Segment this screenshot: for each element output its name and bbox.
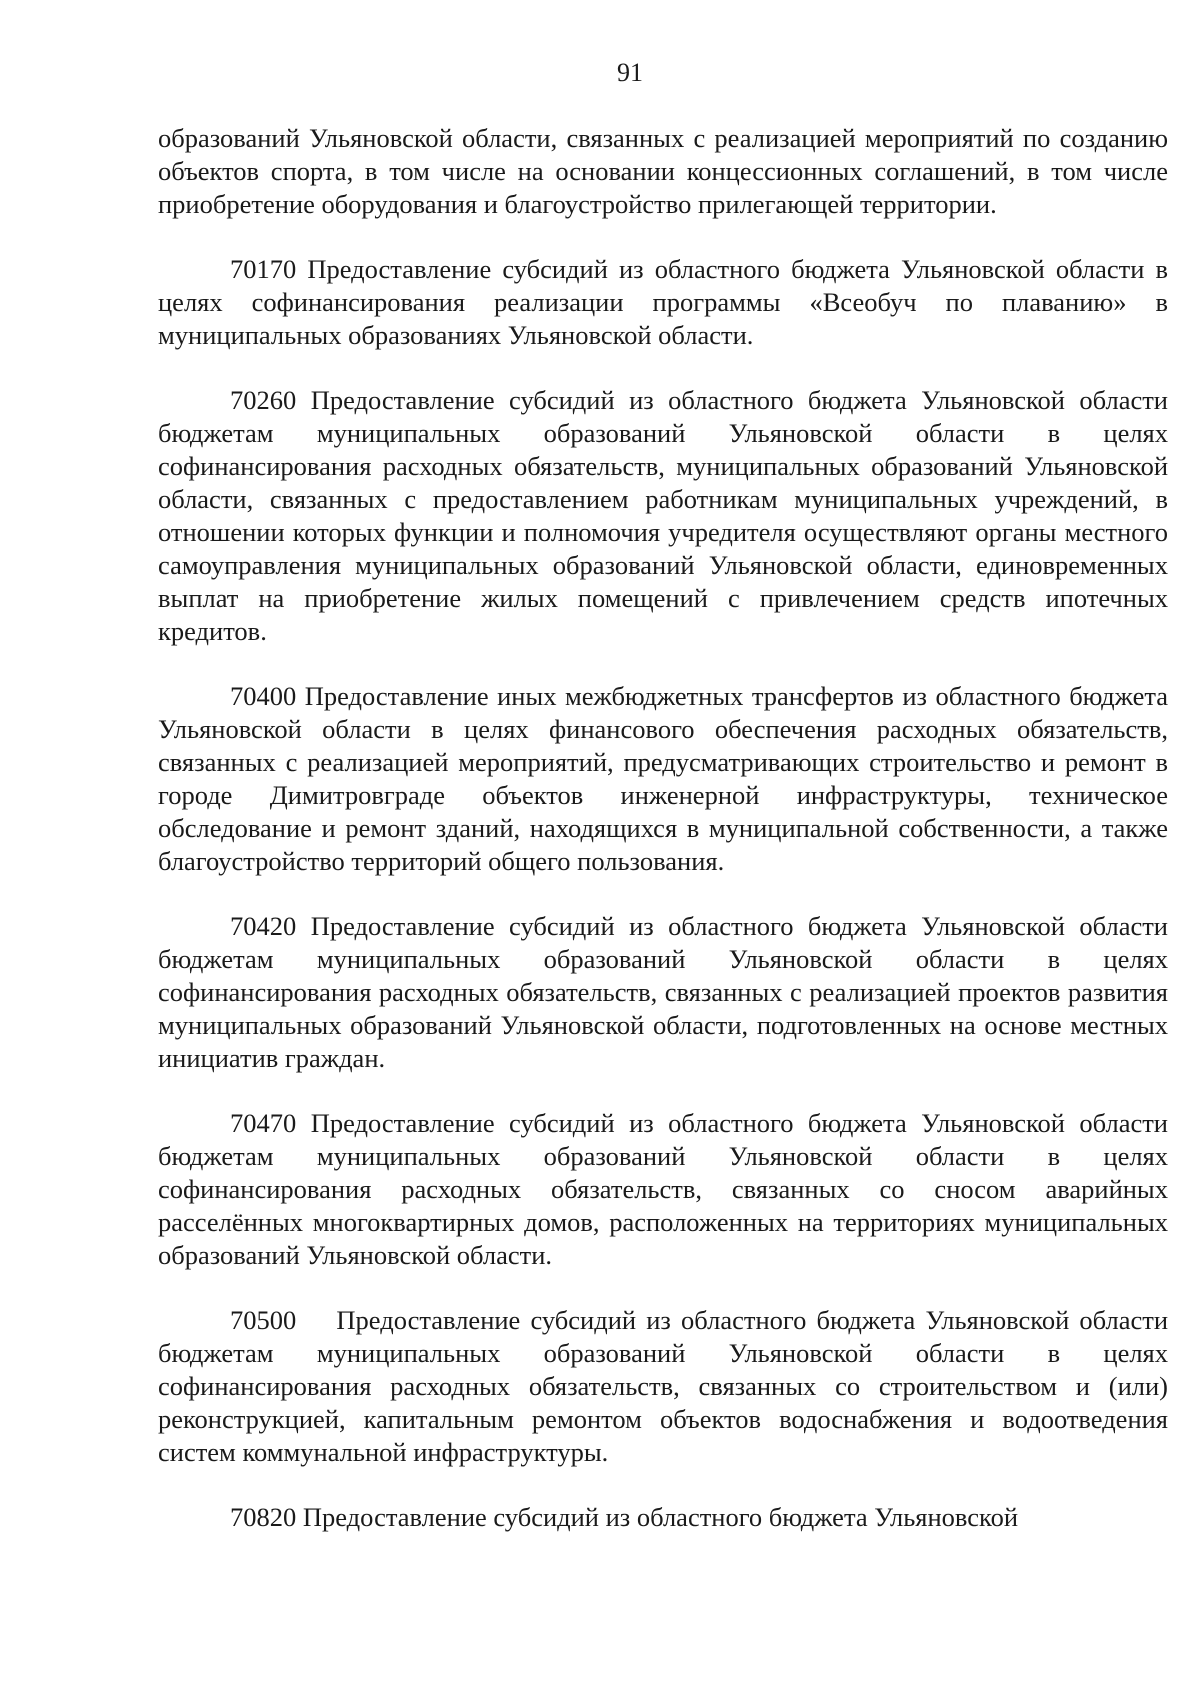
paragraph-text: Предоставление иных межбюджетных трансфертов из областного бюджета Ульяновской области в целях финансового обеспечения расходных обязательств, связанных с реализацией мероприятий, предусматривающих строительство и ремонт в городе Димитровграде объектов инженерной инфраструктуры, техническое обследование и ремонт зданий, находящихся в муниципальной собственности, а также благоустройство территорий общего пользования. [158, 681, 1168, 876]
page-number: 91 [617, 58, 643, 87]
paragraph-continuation [158, 122, 1168, 221]
paragraph-text: Предоставление субсидий из областного бюджета Ульяновской области бюджетам муниципальных образований Ульяновской области в целях софинансирования расходных обязательств, муниципальных образований Ульяновской области, связанных с предоставлением работникам муниципальных учреждений, в отношении которых функции и полномочия учредителя осуществляют органы местного самоуправления муниципальных образований Ульяновской области, единовременных выплат на приобретение жилых помещений с привлечением средств ипотечных кредитов. [158, 385, 1168, 646]
paragraph-text: Предоставление субсидий из областного бюджета Ульяновской области бюджетам муниципальных образований Ульяновской области в целях софинансирования расходных обязательств, связанных со сносом аварийных расселённых многоквартирных домов, расположенных на территориях муниципальных образований Ульяновской области. [158, 1108, 1168, 1270]
paragraph-text: Предоставление субсидий из областного бюджета Ульяновской [302, 1502, 1019, 1532]
budget-code: 70170 [230, 254, 297, 284]
paragraph-70500 [158, 1304, 1168, 1469]
budget-code: 70820 [230, 1502, 297, 1532]
budget-code: 70470 [230, 1108, 297, 1138]
budget-code: 70500 [230, 1305, 297, 1335]
paragraph-text: Предоставление субсидий из областного бюджета Ульяновской области бюджетам муниципальных образований Ульяновской области в целях софинансирования расходных обязательств, связанных со строительством и (или) реконструкцией, капитальным ремонтом объектов водоснабжения и водоотведения систем коммунальной инфраструктуры. [158, 1305, 1168, 1467]
paragraph-70400 [158, 680, 1168, 878]
budget-code: 70400 [230, 681, 297, 711]
paragraph-text: образований Ульяновской области, связанных с реализацией мероприятий по созданию объектов спорта, в том числе на основании концессионных соглашений, в том числе приобретение оборудования и благоустройство прилегающей территории. [158, 123, 1168, 219]
document-body [158, 122, 1168, 1566]
paragraph-70820 [158, 1501, 1168, 1534]
budget-code: 70420 [230, 911, 297, 941]
paragraph-70420 [158, 910, 1168, 1075]
paragraph-70470 [158, 1107, 1168, 1272]
budget-code: 70260 [230, 385, 297, 415]
paragraph-70170 [158, 253, 1168, 352]
paragraph-text: Предоставление субсидий из областного бюджета Ульяновской области бюджетам муниципальных образований Ульяновской области в целях софинансирования расходных обязательств, связанных с реализацией проектов развития муниципальных образований Ульяновской области, подготовленных на основе местных инициатив граждан. [158, 911, 1168, 1073]
paragraph-text: Предоставление субсидий из областного бюджета Ульяновской области в целях софинансирования реализации программы «Всеобуч по плаванию» в муниципальных образованиях Ульяновской области. [158, 254, 1169, 350]
paragraph-70260 [158, 384, 1168, 648]
